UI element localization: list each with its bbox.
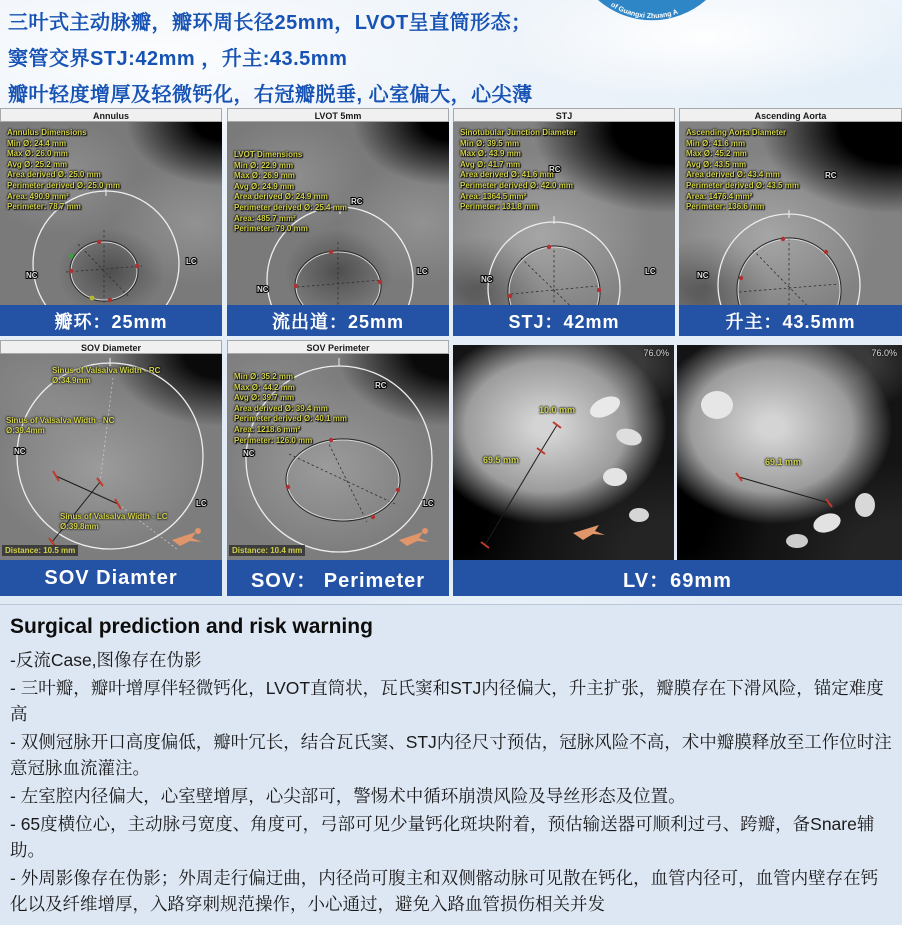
orientation-marker-icon [573, 525, 605, 540]
report-section [0, 604, 902, 925]
overlay-line: Min Ø: 35.2 mm [234, 372, 294, 381]
overlay-line: Max Ø: 26.0 mm [7, 149, 68, 159]
sector-label-rc: RC [549, 165, 561, 174]
panel-title: Annulus [0, 108, 222, 122]
report-heading: Surgical prediction and risk warning [10, 615, 373, 638]
sector-label-lc: LC [186, 257, 197, 266]
overlay-line: Avg Ø: 39.7 mm [234, 393, 295, 403]
measurement-overlay [686, 128, 799, 213]
panel-title: LVOT 5mm [227, 108, 449, 122]
ct-panel-annulus [0, 108, 222, 332]
overlay-line: Area: 485.7 mm² [234, 213, 296, 223]
panel-title: Ascending Aorta [679, 108, 902, 122]
zoom-percent-label: 76.0% [871, 348, 897, 358]
overlay-line: Perimeter: 126.0 mm [234, 435, 313, 445]
overlay-line: Min Ø: 22.9 mm [234, 160, 294, 170]
panel-title: SOV Diameter [0, 340, 222, 354]
ct-panel-ascending-aorta [679, 108, 902, 332]
header-line-2: 窦管交界STJ:42mm ，升主:43.5mm [8, 48, 348, 70]
overlay-line: Area derived Ø: 39.4 mm [234, 403, 328, 413]
sector-label-rc: RC [351, 197, 363, 206]
orientation-marker-icon [170, 526, 204, 548]
overlay-line: Area: 1218.6 mm² [234, 424, 301, 434]
ct-image [679, 122, 902, 305]
ct-image [453, 122, 675, 305]
ct-image [227, 122, 449, 305]
overlay-line: Perimeter: 136.6 mm [686, 202, 765, 212]
overlay-line: Avg Ø: 24.9 mm [234, 181, 295, 191]
header-line-3: 瓣叶轻度增厚及轻微钙化，右冠瓣脱垂, 心室偏大，心尖薄 [8, 84, 533, 106]
overlay-line: Max Ø: 44.2 mm [234, 382, 295, 392]
hospital-logo-arc-text: of Guangxi Zhuang A [609, 1, 679, 21]
caption-ascending-aorta: 升主：43.5mm [679, 305, 902, 336]
measurement-overlay [460, 128, 576, 213]
distance-label: Distance: 10.5 mm [2, 545, 78, 556]
ct-panel-sov-diameter [0, 340, 222, 589]
overlay-line: Min Ø: 39.5 mm [460, 138, 520, 148]
overlay-line: Area: 1364.5 mm² [460, 191, 527, 201]
sector-label-nc: NC [481, 275, 493, 284]
overlay-line: Perimeter: 131.8 mm [460, 202, 539, 212]
ct-image [0, 122, 222, 305]
overlay-line: Perimeter derived Ø: 43.5 mm [686, 180, 799, 190]
ct-image [227, 354, 449, 560]
panel-title: SOV Perimeter [227, 340, 449, 354]
annotation-line: Ø:39.4mm [6, 426, 45, 435]
ct-panel-lvot [227, 108, 449, 332]
overlay-line: Perimeter derived Ø: 40.1 mm [234, 414, 347, 424]
overlay-line: Max Ø: 26.9 mm [234, 171, 295, 181]
overlay-line: Min Ø: 41.6 mm [686, 138, 746, 148]
lv-ct-image-left [453, 345, 674, 560]
overlay-line: Area: 490.9 mm² [7, 191, 69, 201]
ct-panel-stj [453, 108, 675, 332]
overlay-line: Perimeter derived Ø: 25.0 mm [7, 180, 120, 190]
overlay-line: Avg Ø: 43.5 mm [686, 159, 747, 169]
sector-label-lc: LC [423, 499, 434, 508]
overlay-line: Area derived Ø: 43.4 mm [686, 170, 780, 180]
overlay-line: Area derived Ø: 24.9 mm [234, 192, 328, 202]
overlay-line: Ascending Aorta Diameter [686, 128, 787, 137]
hospital-logo [596, 0, 708, 26]
caption-lv: LV：69mm [453, 560, 902, 596]
annotation-line: Ø:34.9mm [52, 376, 91, 385]
annotation-line: Ø:39.8mm [60, 522, 99, 531]
report-line: - 三叶瓣，瓣叶增厚伴轻微钙化，LVOT直筒状，瓦氏窦和STJ内径偏大，升主扩张，瓣膜存在下滑风险，锚定难度高 [10, 677, 884, 725]
overlay-line: Perimeter derived Ø: 25.4 mm [234, 202, 347, 212]
sector-label-nc: NC [697, 271, 709, 280]
annotation-line: Sinus of Valsalva Width - NC [6, 416, 115, 425]
sector-label-nc: NC [243, 449, 255, 458]
sov-annotation-rc [52, 366, 160, 386]
report-line: - 外周影像存在伪影；外周走行偏迂曲，内径尚可腹主和双侧髂动脉可见散在钙化，血管内径可，血管内壁存在钙化以及纤维增厚，入路穿刺规范操作，小心通过，避免入路血管损伤相关并发 [10, 867, 879, 915]
annotation-line: Sinus of Valsalva Width - LC [60, 512, 168, 521]
sector-label-nc: NC [14, 447, 26, 456]
measurement-label: 69.1 mm [765, 457, 802, 467]
overlay-line: Area derived Ø: 25.0 mm [7, 170, 101, 180]
overlay-line: Perimeter: 79.0 mm [234, 224, 308, 234]
sector-label-lc: LC [417, 267, 428, 276]
overlay-line: Avg Ø: 41.7 mm [460, 159, 521, 169]
sector-label-nc: NC [26, 271, 38, 280]
overlay-line: Max Ø: 45.2 mm [686, 149, 747, 159]
lv-left-measurement-graphic [453, 345, 674, 560]
zoom-percent-label: 76.0% [643, 348, 669, 358]
measurement-overlay [234, 372, 347, 446]
panel-title: STJ [453, 108, 675, 122]
distance-label: Distance: 10.4 mm [229, 545, 305, 556]
caption-lvot: 流出道：25mm [227, 305, 449, 336]
measurement-label-short: 10.0 mm [539, 405, 576, 415]
sov-annotation-nc [6, 416, 114, 436]
ct-panel-sov-perimeter [227, 340, 449, 592]
caption-sov-diameter: SOV Diamter [0, 560, 222, 596]
ct-image [0, 354, 222, 560]
overlay-line: Max Ø: 43.9 mm [460, 149, 521, 159]
measurement-overlay [7, 128, 120, 213]
report-line: - 双侧冠脉开口高度偏低，瓣叶冗长，结合瓦氏窦、STJ内径尺寸预估，冠脉风险不高，术中瓣膜释放至工作位时注意冠脉血流灌注。 [10, 731, 892, 779]
measurement-label-long: 69.5 mm [483, 455, 520, 465]
overlay-line: Area: 1476.4 mm² [686, 191, 753, 201]
report-line: - 65度横位心，主动脉弓宽度、角度可，弓部可见少量钙化斑块附着，预估输送器可顺利过弓、跨瓣，备Snare辅助。 [10, 813, 875, 861]
sector-label-lc: LC [645, 267, 656, 276]
caption-sov-perimeter: SOV： Perimeter [227, 560, 449, 596]
lv-right-measurement-graphic [677, 345, 902, 560]
caption-stj: STJ：42mm [453, 305, 675, 336]
overlay-line: LVOT Dimensions [234, 150, 303, 159]
overlay-line: Perimeter: 78.7 mm [7, 202, 81, 212]
sector-label-rc: RC [375, 381, 387, 390]
report-line: - 左室腔内径偏大，心室壁增厚，心尖部可，警惕术中循环崩溃风险及导丝形态及位置。 [10, 785, 686, 806]
overlay-line: Avg Ø: 25.2 mm [7, 159, 68, 169]
header-line-1: 三叶式主动脉瓣，瓣环周长径25mm，LVOT呈直筒形态； [8, 12, 532, 34]
annotation-line: Sinus of Valsalva Width - RC [52, 366, 161, 375]
sov-annotation-lc [60, 512, 168, 532]
caption-annulus: 瓣环：25mm [0, 305, 222, 336]
measurement-overlay [234, 150, 347, 235]
lv-ct-image-right [677, 345, 902, 560]
overlay-line: Annulus Dimensions [7, 128, 87, 137]
orientation-marker-icon [397, 526, 431, 548]
overlay-line: Area derived Ø: 41.6 mm [460, 170, 554, 180]
sector-label-lc: LC [196, 499, 207, 508]
report-line: -反流Case,图像存在伪影 [10, 650, 202, 670]
overlay-line: Perimeter derived Ø: 42.0 mm [460, 180, 573, 190]
sector-label-rc: RC [825, 171, 837, 180]
overlay-line: Min Ø: 24.4 mm [7, 138, 67, 148]
sector-label-nc: NC [257, 285, 269, 294]
overlay-line: Sinotubular Junction Diameter [460, 128, 577, 137]
